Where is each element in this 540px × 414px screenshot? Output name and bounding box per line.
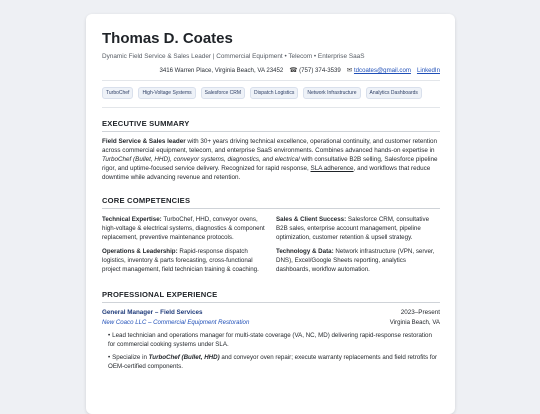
experience-heading: PROFESSIONAL EXPERIENCE	[102, 290, 440, 303]
linkedin-link[interactable]: LinkedIn	[416, 66, 440, 74]
job-employer: New Coaco LLC – Commercial Equipment Restoration	[102, 319, 250, 327]
competency-item	[276, 215, 440, 242]
candidate-tagline: Dynamic Field Service & Sales Leader | Commercial Equipment • Telecom • Enterprise SaaS	[102, 53, 365, 60]
summary-part: with consultative B2B selling, Salesforce pipeline rigor, and uptime-focused service delivery. Recognized for rapid response,	[102, 156, 438, 173]
summary-text	[102, 137, 440, 182]
skill-tag: High-Voltage Systems	[138, 87, 195, 99]
bullet-part: Specialize in	[112, 354, 149, 362]
summary-part: with 30+ years driving technical excellence, operational continuity, and customer retention across commercial equipment, telecom, and enterprise SaaS environments. Combines advanced hands-on expertise in	[102, 138, 438, 155]
bullet-part: and conveyor oven repair; execute warranty replacements and field retrofits for OEM-certified components.	[108, 354, 438, 370]
skill-tag: Network Infrastructure	[303, 87, 360, 99]
competencies-heading: CORE COMPETENCIES	[102, 196, 440, 209]
email-group	[347, 66, 411, 74]
skill-tag: TurboChef	[102, 87, 133, 99]
job-location: Virginia Beach, VA	[389, 319, 440, 327]
competency-label: Operations & Leadership:	[102, 248, 178, 256]
job-bullet	[108, 354, 440, 372]
competency-text: Salesforce CRM, consultative B2B sales, enterprise account management, pipeline optimization, customer retention & upsell strategy.	[276, 216, 430, 242]
experience-section	[102, 290, 440, 371]
competency-item	[102, 247, 266, 274]
phone-text: (757) 374-3539	[299, 67, 341, 74]
competencies-grid	[102, 215, 440, 274]
contact-line	[102, 66, 440, 74]
job-header	[102, 309, 440, 316]
job-dates: 2023–Present	[400, 309, 440, 317]
phone-group	[289, 66, 340, 74]
summary-emphasis: TurboChef (Bullet, HHD), conveyor systems, diagnostics, and electrical	[102, 156, 300, 164]
phone-icon: ☎	[289, 67, 298, 74]
job-bullets	[102, 332, 440, 371]
summary-part: , and workflows that reduce downtime while advancing revenue and retention.	[102, 165, 431, 182]
competencies-section	[102, 196, 440, 274]
summary-underline: SLA adherence	[310, 165, 354, 173]
email-link[interactable]: tdcoates@gmail.com	[353, 67, 411, 74]
header-divider	[102, 80, 440, 81]
competency-text: TurboChef, HHD, conveyor ovens, high-voltage & electrical systems, diagnostics & component replacement, preventive maintenance protocols.	[102, 216, 265, 242]
competency-label: Technology & Data:	[276, 248, 334, 256]
skill-tag: Analytics Dashboards	[366, 87, 422, 99]
competency-text: Rapid-response dispatch logistics, inventory & parts forecasting, cross-functional project management, field technician training & coaching.	[102, 248, 259, 274]
resume-page	[86, 14, 455, 414]
competency-item	[102, 215, 266, 242]
candidate-name: Thomas D. Coates	[102, 30, 233, 47]
competency-item	[276, 247, 440, 274]
competency-text: Network infrastructure (VPN, server, DNS), Excel/Google Sheets reporting, analytics dashboards, workflow automation.	[276, 248, 435, 274]
job-title: General Manager – Field Services	[102, 309, 203, 317]
summary-lead: Field Service & Sales leader	[102, 138, 186, 145]
job-bullet: • Lead technician and operations manager for multi-state coverage (VA, NC, MD) delivering rapid-response restoration for commercial cooking systems under SLA.	[108, 332, 440, 350]
competency-label: Sales & Client Success:	[276, 216, 347, 224]
bullet-emphasis: TurboChef (Bullet, HHD)	[148, 354, 220, 362]
summary-section	[102, 119, 440, 182]
address-text: 3416 Warren Place, Virginia Beach, VA 23452	[159, 66, 284, 74]
skill-tag: Dispatch Logistics	[250, 87, 298, 99]
job-subheader	[102, 319, 440, 326]
mail-icon: ✉	[346, 67, 353, 74]
summary-heading: EXECUTIVE SUMMARY	[102, 119, 440, 132]
skill-tags	[102, 87, 440, 99]
tags-divider	[102, 107, 440, 108]
skill-tag: Salesforce CRM	[201, 87, 245, 99]
competency-label: Technical Expertise:	[102, 216, 162, 224]
